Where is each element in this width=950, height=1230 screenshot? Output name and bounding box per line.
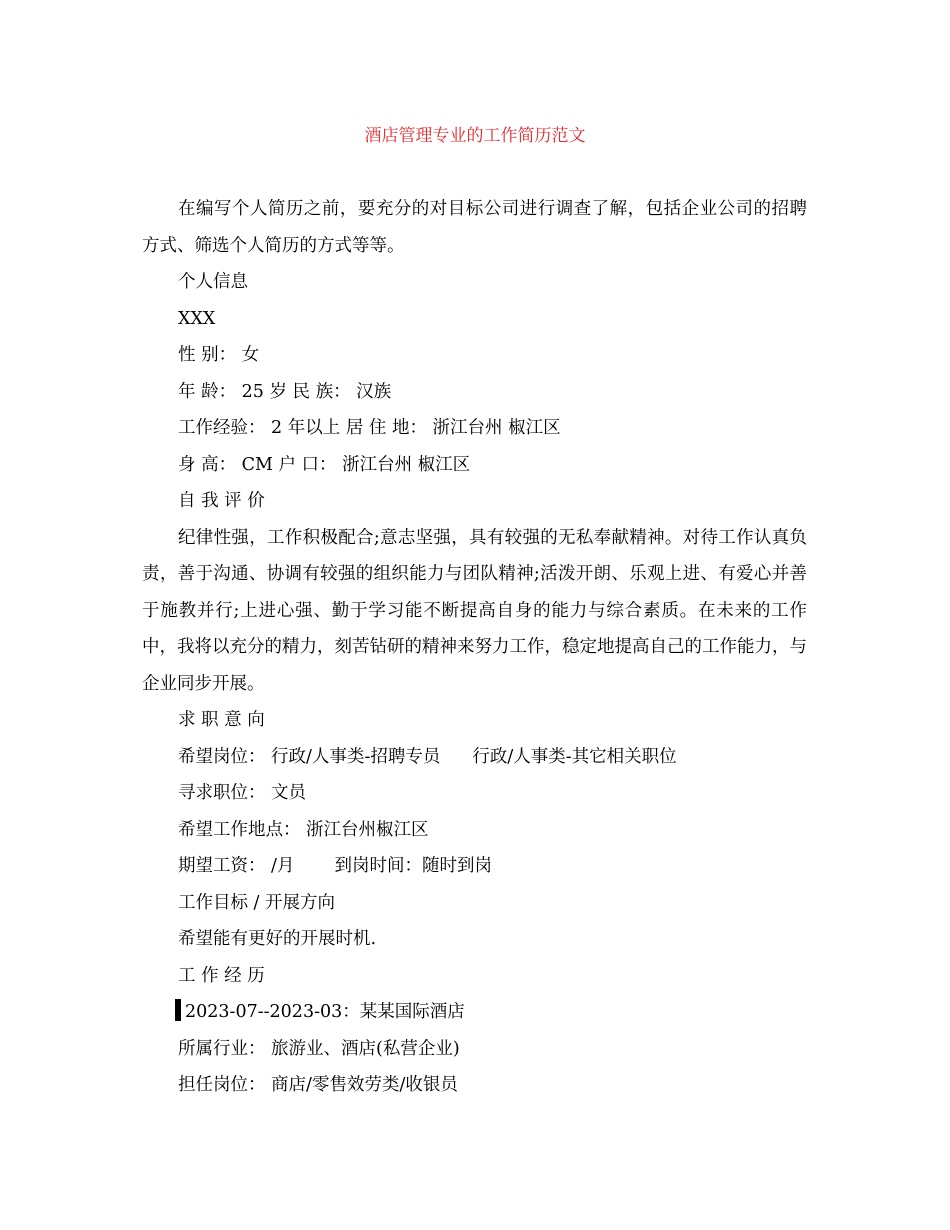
work-history-heading: 工 作 经 历 (178, 965, 265, 986)
desired-position-primary: 希望岗位： 行政/人事类-招聘专员 (178, 746, 441, 767)
experience-residence-line: 工作经验： 2 年以上 居 住 地： 浙江台州 椒江区 (178, 418, 561, 438)
work-entry-line (142, 994, 807, 1031)
job-intention-heading: 求 职 意 向 (178, 710, 265, 730)
self-evaluation-paragraph: 纪律性强，工作积极配合;意志坚强，具有较强的无私奉献精神。对待工作认真负责，善于沟通、协调有较强的组织能力与团队精神;活泼开朗、乐观上进、有爱心并善于施教并行;上进心强、勤于学习能不断提高自身的能力与综合素质。在未来的工作中，我将以充分的精力，刻苦钻研的精神来努力工作，稳定地提高自己的工作能力，与企业同步开展。 (142, 527, 807, 694)
held-position-line: 担任岗位： 商店/零售效劳类/收银员 (178, 1075, 458, 1095)
seeking-position-line: 寻求职位： 文员 (178, 783, 307, 803)
gender-line: 性 别： 女 (178, 345, 260, 365)
age-ethnicity-line: 年 龄： 25 岁 民 族： 汉族 (178, 381, 392, 402)
desired-position-secondary: 行政/人事类-其它相关职位 (472, 746, 677, 767)
intro-paragraph: 在编写个人简历之前，要充分的对目标公司进行调查了解，包括企业公司的招聘方式、筛选个人简历的方式等等。 (142, 199, 807, 256)
height-hukou-line: 身 高： CM 户 口： 浙江台州 椒江区 (178, 454, 471, 475)
salary-start-line (142, 848, 807, 885)
work-goal-text: 希望能有更好的开展时机. (178, 929, 377, 949)
document-body (142, 191, 807, 1104)
work-entry-period: 2023-07--2023-03：某某国际酒店 (185, 1002, 465, 1022)
expected-salary: 期望工资： /月 (178, 856, 295, 876)
start-time: 到岗时间：随时到岗 (334, 856, 492, 876)
personal-info-heading: 个人信息 (178, 272, 248, 292)
industry-line: 所属行业： 旅游业、酒店(私营企业) (178, 1038, 460, 1059)
name-line: XXX (178, 308, 216, 329)
bullet-bar-icon (175, 999, 181, 1021)
document-title: 酒店管理专业的工作简历范文 (364, 126, 586, 146)
work-goal-heading: 工作目标 / 开展方向 (178, 892, 336, 913)
work-location-line: 希望工作地点： 浙江台州椒江区 (178, 819, 429, 840)
self-evaluation-heading: 自 我 评 价 (178, 491, 265, 511)
desired-position-line (142, 739, 807, 776)
